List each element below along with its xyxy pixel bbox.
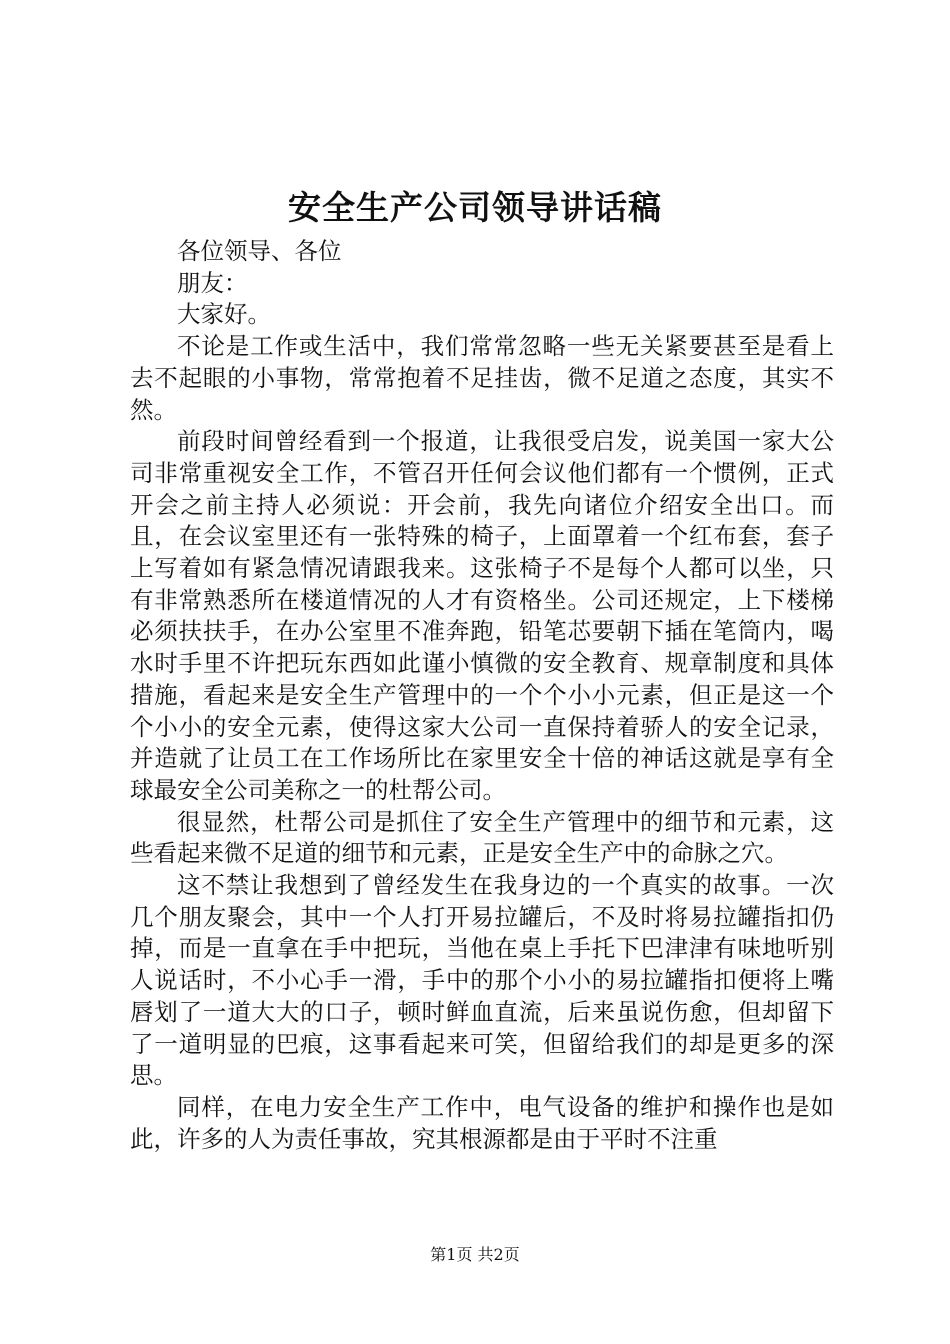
document-title: 安全生产公司领导讲话稿: [288, 188, 662, 227]
document-body: [130, 236, 834, 1155]
paragraph-greeting-1: 各位领导、各位: [177, 237, 342, 265]
paragraph-electric-safety: 同样，在电力安全生产工作中，电气设备的维护和操作也是如此，许多的人为责任事故，究其根源都是由于平时不注重: [130, 1092, 834, 1153]
paragraph-personal-story: 这不禁让我想到了曾经发生在我身边的一个真实的故事。一次几个朋友聚会，其中一个人打开易拉罐后，不及时将易拉罐指扣仍掉，而是一直拿在手中把玩，当他在桌上手托下巴津津有味地听别人说话时，不小心手一滑，手中的那个小小的易拉罐指扣便将上嘴唇划了一道大大的口子，顿时鲜血直流，后来虽说伤愈，但却留下了一道明显的巴痕，这事看起来可笑，但留给我们的却是更多的深思。: [130, 871, 834, 1090]
paragraph-details: 很显然，杜帮公司是抓住了安全生产管理中的细节和元素，这些看起来微不足道的细节和元素，正是安全生产中的命脉之穴。: [130, 807, 834, 868]
paragraph-greeting-3: 大家好。: [177, 300, 271, 329]
page-number-footer: 第1页 共2页: [430, 1245, 520, 1264]
paragraph-intro: 不论是工作或生活中，我们常常忽略一些无关紧要甚至是看上去不起眼的小事物，常常抱着不足挂齿，微不足道之态度，其实不然。: [130, 332, 834, 424]
paragraph-dupont-story: 前段时间曾经看到一个报道，让我很受启发，说美国一家大公司非常重视安全工作，不管召开任何会议他们都有一个惯例，正式开会之前主持人必须说：开会前，我先向诸位介绍安全出口。而且，在会议室里还有一张特殊的椅子，上面罩着一个红布套，套子上写着如有紧急情况请跟我来。这张椅子不是每个人都可以坐，只有非常熟悉所在楼道情况的人才有资格坐。公司还规定，上下楼梯必须扶扶手，在办公室里不准奔跑，铅笔芯要朝下插在笔筒内，喝水时手里不许把玩东西如此谨小慎微的安全教育、规章制度和具体措施，看起来是安全生产管理中的一个个小小元素，但正是这一个个小小的安全元素，使得这家大公司一直保持着骄人的安全记录，并造就了让员工在工作场所比在家里安全十倍的神话这就是享有全球最安全公司美称之一的杜帮公司。: [130, 427, 834, 804]
paragraph-greeting-2: 朋友：: [177, 268, 248, 297]
